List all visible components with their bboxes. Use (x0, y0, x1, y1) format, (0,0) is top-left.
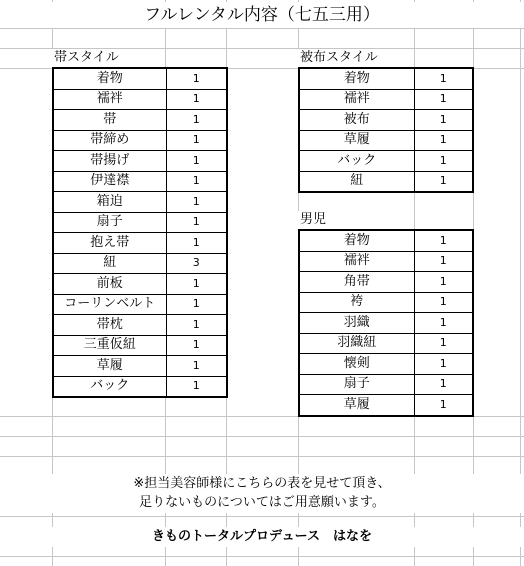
item-name: 紐 (299, 171, 414, 192)
item-quantity: 1 (414, 230, 473, 251)
item-name: 帯枕 (53, 315, 166, 336)
item-quantity: 1 (166, 110, 227, 131)
table-row (53, 151, 227, 172)
item-name: 襦袢 (299, 89, 414, 110)
table-row (299, 395, 473, 416)
note-line-2: 足りないものについてはご用意願います。 (0, 493, 524, 513)
item-quantity: 1 (166, 315, 227, 336)
item-name: 着物 (299, 230, 414, 251)
item-name: 袴 (299, 292, 414, 313)
section-label-boys: 男児 (300, 212, 327, 227)
item-name: 帯 (53, 110, 166, 131)
item-name: 伊達襟 (53, 171, 166, 192)
table-row (299, 230, 473, 251)
table-row (299, 68, 473, 89)
item-name: 着物 (53, 68, 166, 89)
table-row (299, 130, 473, 151)
table-row (53, 315, 227, 336)
item-quantity: 1 (414, 89, 473, 110)
item-name: 角帯 (299, 272, 414, 293)
table-row (299, 171, 473, 192)
item-quantity: 1 (414, 110, 473, 131)
item-name: 羽織 (299, 313, 414, 334)
item-quantity: 1 (166, 192, 227, 213)
item-name: バック (53, 376, 166, 397)
item-quantity: 1 (414, 130, 473, 151)
item-name: 紐 (53, 253, 166, 274)
item-name: バック (299, 151, 414, 172)
table-row (299, 110, 473, 131)
table-row (53, 356, 227, 377)
table-row (299, 313, 473, 334)
table-row (299, 89, 473, 110)
item-name: 被布 (299, 110, 414, 131)
item-quantity: 1 (166, 335, 227, 356)
item-quantity: 1 (166, 151, 227, 172)
item-name: 草履 (53, 356, 166, 377)
table-row (53, 192, 227, 213)
table-row (53, 130, 227, 151)
item-quantity: 1 (166, 171, 227, 192)
item-name: 羽織紐 (299, 333, 414, 354)
item-quantity: 1 (166, 294, 227, 315)
table-row (299, 292, 473, 313)
note-line-1: ※担当美容師様にこちらの表を見せて頂き、 (0, 474, 524, 494)
item-name: 帯締め (53, 130, 166, 151)
boys-table (298, 229, 474, 417)
page-title: フルレンタル内容（七五三用） (0, 2, 524, 28)
item-quantity: 1 (166, 130, 227, 151)
section-label-hifu-style: 被布スタイル (300, 50, 378, 65)
item-quantity: 1 (166, 356, 227, 377)
item-name: コーリンベルト (53, 294, 166, 315)
table-row (53, 294, 227, 315)
table-row (53, 68, 227, 89)
item-quantity: 1 (166, 212, 227, 233)
item-quantity: 1 (414, 292, 473, 313)
table-row (299, 374, 473, 395)
item-name: 襦袢 (53, 89, 166, 110)
table-row (53, 171, 227, 192)
item-quantity: 1 (414, 333, 473, 354)
item-quantity: 1 (414, 395, 473, 416)
item-quantity: 1 (414, 272, 473, 293)
item-name: 箱迫 (53, 192, 166, 213)
item-quantity: 3 (166, 253, 227, 274)
item-name: 三重仮紐 (53, 335, 166, 356)
item-quantity: 1 (414, 374, 473, 395)
table-row (53, 274, 227, 295)
table-row (299, 251, 473, 272)
table-row (299, 151, 473, 172)
item-quantity: 1 (414, 171, 473, 192)
item-quantity: 1 (166, 376, 227, 397)
item-name: 懐剣 (299, 354, 414, 375)
item-name: 帯揚げ (53, 151, 166, 172)
obi-style-table (52, 67, 228, 398)
table-row (53, 376, 227, 397)
table-row (53, 253, 227, 274)
item-name: 扇子 (299, 374, 414, 395)
hifu-style-table (298, 67, 474, 193)
item-name: 草履 (299, 130, 414, 151)
table-row (299, 272, 473, 293)
item-quantity: 1 (414, 68, 473, 89)
table-row (53, 89, 227, 110)
item-name: 抱え帯 (53, 233, 166, 254)
item-quantity: 1 (414, 151, 473, 172)
section-label-obi-style: 帯スタイル (54, 50, 119, 65)
item-quantity: 1 (166, 89, 227, 110)
item-quantity: 1 (166, 233, 227, 254)
table-row (53, 110, 227, 131)
table-row (53, 212, 227, 233)
item-quantity: 1 (166, 68, 227, 89)
item-name: 草履 (299, 395, 414, 416)
item-quantity: 1 (166, 274, 227, 295)
table-row (53, 335, 227, 356)
footer-brand: きものトータルプロデュース はなを (0, 527, 524, 547)
item-quantity: 1 (414, 354, 473, 375)
item-name: 襦袢 (299, 251, 414, 272)
item-name: 着物 (299, 68, 414, 89)
table-row (53, 233, 227, 254)
item-name: 前板 (53, 274, 166, 295)
item-quantity: 1 (414, 251, 473, 272)
item-name: 扇子 (53, 212, 166, 233)
item-quantity: 1 (414, 313, 473, 334)
table-row (299, 354, 473, 375)
table-row (299, 333, 473, 354)
